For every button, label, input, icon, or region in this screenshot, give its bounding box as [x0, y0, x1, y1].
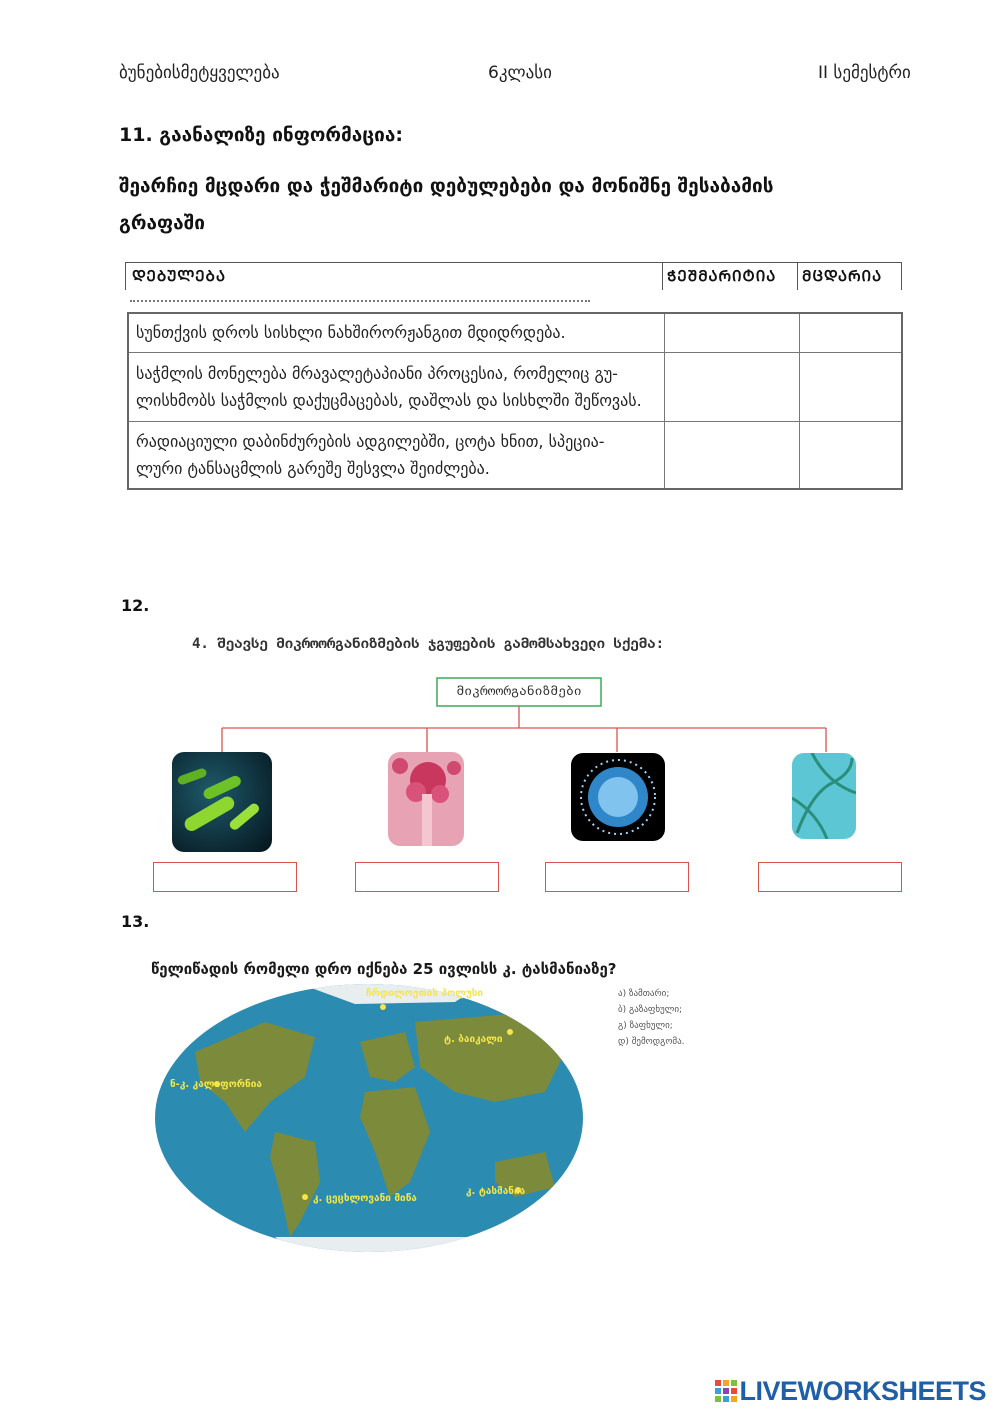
root-box-label: მიკროორგანიზმები [456, 684, 582, 699]
map-label-north-pole: ჩრდილოეთის პოლუსი [366, 988, 484, 999]
statement-text: სუნთქვის დროს სისხლი ნახშირორჟანგით მდიდრდება. [136, 323, 566, 342]
col-false-header: ᲛᲪᲓᲐᲠᲘᲐ [797, 263, 882, 290]
map-label-tasmania: კ. ტასმანია [466, 1186, 526, 1197]
q11-title: 11. გაანალიზე ინფორმაცია: [119, 124, 403, 146]
table-row [129, 353, 901, 422]
false-answer-cell[interactable] [801, 353, 901, 421]
answer-box-4[interactable] [758, 862, 902, 892]
statement-table [127, 312, 903, 490]
world-map [155, 982, 585, 1254]
fungi-image [388, 752, 464, 846]
header-semester: II სემესტრი [818, 63, 911, 83]
map-label-baikal: ტ. ბაიკალი [444, 1034, 503, 1045]
table-row [129, 314, 901, 353]
statement-text: საჭმლის მონელება მრავალეტაპიანი პროცესია, რომელიც გუ- [136, 364, 618, 383]
table-row [129, 422, 901, 488]
map-label-tierra-del-fuego: კ. ცეცხლოვანი მიწა [313, 1193, 417, 1204]
q13-options [618, 986, 685, 1050]
virus-image [571, 753, 665, 841]
q12-number: 12. [121, 596, 150, 615]
q12-task: 4. შეავსე მიკროორგანიზმების ჯგუფების გამომსახველი სქემა: [192, 636, 665, 652]
true-answer-cell[interactable] [666, 314, 798, 352]
true-answer-cell[interactable] [666, 422, 798, 488]
statement-table-header [125, 262, 902, 290]
false-answer-cell[interactable] [801, 422, 901, 488]
q13-number: 13. [121, 912, 150, 931]
false-answer-cell[interactable] [801, 314, 901, 352]
cropped-row-remnant [130, 300, 590, 308]
col-true-header: ᲭᲔᲨᲛᲐᲠᲘᲢᲘᲐ [662, 263, 776, 290]
true-answer-cell[interactable] [666, 353, 798, 421]
map-label-california: ნ-კ. კალიფორნია [170, 1079, 262, 1090]
header-grade: 6კლასი [488, 63, 552, 83]
statement-text: ლისხმობს საჭმლის დაქუცმაცებას, დაშლას და სისხლში შეწოვას. [136, 391, 642, 410]
statement-text: ლური ტანსაცმლის გარეშე შესვლა შეიძლება. [136, 459, 490, 478]
liveworksheets-logo [715, 1376, 986, 1406]
q11-instruction-line2: გრაფაში [119, 212, 205, 234]
answer-box-2[interactable] [355, 862, 499, 892]
statement-text: რადიაციული დაბინძურების ადგილებში, ცოტა ხნით, სპეცია- [136, 432, 605, 451]
q11-instruction-line1: შეარჩიე მცდარი და ჭეშმარიტი დებულებები და მონიშნე შესაბამის [119, 175, 774, 197]
logo-text: LIVEWORKSHEETS [739, 1375, 986, 1406]
option-a[interactable]: ა) ზამთარი; [618, 989, 670, 999]
algae-image [792, 753, 856, 839]
option-b[interactable]: ბ) გაზაფხული; [618, 1005, 683, 1015]
bacteria-image [172, 752, 272, 852]
col-statement-header: ᲓᲔᲑᲣᲚᲔᲑᲐ [132, 267, 226, 285]
header-subject: ბუნებისმეტყველება [119, 63, 280, 83]
option-c[interactable]: გ) ზაფხული; [618, 1021, 673, 1031]
answer-box-3[interactable] [545, 862, 689, 892]
q13-question: წელიწადის რომელი დრო იქნება 25 ივლისს კ. ტასმანიაზე? [151, 960, 617, 978]
logo-icon [715, 1380, 737, 1402]
answer-box-1[interactable] [153, 862, 297, 892]
option-d[interactable]: დ) შემოდგომა. [618, 1037, 685, 1047]
